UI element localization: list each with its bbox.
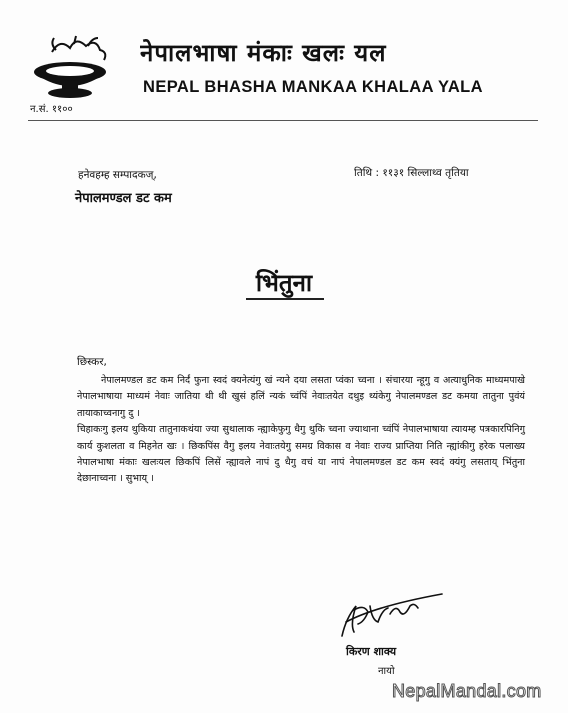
letter-body [77,373,525,488]
letter-subject: भिंतुना [255,269,313,297]
letterhead-divider [28,120,538,121]
body-paragraph: नेपालमण्डल डट कम निर्दं फुना स्वदं क्यनेत्यंगु खं न्यने दया लसता प्वंका च्वना । संचारया न्हूगु व अत्याधुनिक माध्यमपाखे नेपालभाषाया माध्यमं नेवाः जातिया थी थी खुसं हलिं न्यकं च्वंपिं नेवाःतयेत दथुइ थ्यंकेगु नेपालमण्डल डट कमया तातुना पुवंयं तायाकाच्वनागु दु । [77,375,525,419]
subject-underline [246,298,324,300]
site-watermark: NepalMandal.com [392,681,542,701]
signatory-title: नायो [378,666,395,677]
registration-number: न.सं. ११०० [30,104,73,115]
address-line: हनेवहम्ह सम्पादकज्, [78,169,157,181]
org-name-english: NEPAL BHASHA MANKAA KHALAA YALA [143,78,483,96]
org-name-nepali: नेपालभाषा मंकाः खलः यल [140,38,387,67]
recipient-name: नेपालमण्डल डट कम [75,191,172,206]
handwritten-signature [336,592,446,640]
body-paragraph: चिहाकःगु इलय थुकिया तातुनाकथंया ज्या सुथालाक न्ह्याकेफुगु धैगु थुकि च्वना ज्याथाना च्वंपिं नेपालभाषाया त्यायम्ह पत्रकारपिनिगु कार्य कुशलता व मिहनेत खः । छिकपिंस वैगु इलय नेवाःतयेगु समग्र विकास व नेवाः राज्य प्राप्तिया निति न्ह्यांकीगु हरेक पलाख्य नेपालभाषा मंकाः खलःयल छिकपिं लिसें न्ह्यावले नापं दु धैगु वचं या नापं नेपालमण्डल डट कम स्वदं क्यंगु लसताय् भिंतुना देछानाच्वना । सुभाय् । [77,424,525,485]
letter-date: तिथि : ११३१ सिल्लाथ्व तृतिया [354,167,469,179]
salutation: छिस्कर, [77,356,107,368]
signatory-name: किरण शाक्य [346,645,397,658]
oil-lamp-logo-icon [22,30,122,100]
